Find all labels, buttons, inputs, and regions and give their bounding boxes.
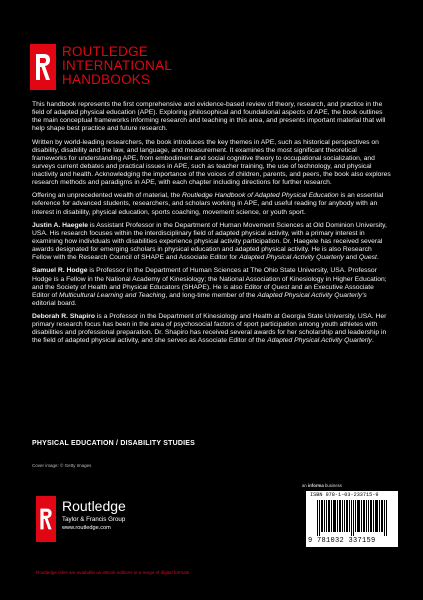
series-line-2: INTERNATIONAL (62, 58, 173, 73)
publisher-r-icon (36, 496, 56, 542)
author-bio-hodge: Samuel R. Hodge is Professor in the Department of Human Sciences at The Ohio State University, USA. Professor Hodge is a Fellow in the National Academy of Kinesiology; the National Association of Kinesiology in Higher Education; and the Society of Health and Physical Educators (SHAPE). He is also Editor of Quest and an Executive Associate Editor of Multicultural Learning and Teaching, and long-time member of the Adapted Physical Activity Quarterly's editorial board. (32, 267, 387, 307)
description (32, 101, 392, 351)
description-paragraph-2: Written by world-leading researchers, the book introduces the key themes in APE, such as historical perspectives on disability, disability and the law, and language, and measurement. It examines the most significant theoretical frameworks for understanding APE, from embodiment and social cognitive theory to occupational socialization, and surveys current debates and practical issues in APE, such as teacher training, the use of technology, and physical inactivity and health. Acknowledging the importance of the voices of children, parents, and peers, the book also explores research methods and paradigms in APE, with each chapter including directions for further research. (32, 138, 391, 187)
routledge-logo (30, 44, 56, 90)
barcode-bars (317, 500, 389, 536)
subject-category: PHYSICAL EDUCATION / DISABILITY STUDIES (32, 440, 195, 447)
publisher-url: www.routledge.com (62, 525, 111, 531)
series-line-3: HANDBOOKS (62, 72, 151, 87)
isbn-digits: 9 781032 337159 (308, 537, 376, 545)
author-bio-shapiro: Deborah R. Shapiro is a Professor in the Department of Kinesiology and Health at Georgia State University, USA. Her primary research focus has been in the area of psychosocial factors of sport participation among youth athletes with disabilities and professional preparation. Dr. Shapiro has received several awards for her scholarship and leadership in the field of adapted physical activity, and she serves as Associate Editor of the Adapted Physical Activity Quarterly. (32, 313, 387, 345)
cover-image-credit: Cover image: © Getty Images (32, 463, 92, 468)
publisher-group: Taylor & Francis Group (62, 516, 126, 523)
isbn-barcode (306, 491, 398, 547)
publisher-name: Routledge (62, 498, 126, 514)
series-header (0, 0, 423, 92)
routledge-r-icon (33, 50, 53, 84)
series-line-1: ROUTLEDGE (62, 44, 149, 59)
description-paragraph-3: Offering an unprecedented wealth of material, the Routledge Handbook of Adapted Physical Education is an essential reference for advanced students, researchers, and scholars working in APE, and useful reading for anybody with an interest in disability, physical education, sports coaching, movement science, or youth sport. (32, 192, 384, 216)
author-bio-haegele: Justin A. Haegele is Assistant Professor in the Department of Human Movement Sciences at Old Dominion University, USA. His research focuses within the interdisciplinary field of adapted physical activity, with a primary interest in examining how individuals with disabilities experience physical activity participation. Dr. Haegele has received several awards designated for emerging scholars in physical education and adapted physical activity. He is also Research Fellow with the Research Council of SHAPE and Associate Editor for Adapted Physical Activity Quarterly and Quest. (32, 221, 387, 262)
isbn-label: ISBN 978-1-03-233715-9 (310, 492, 379, 498)
ebook-note: Routledge titles are available as eBook editions in a range of digital formats (36, 570, 190, 575)
publisher-logo (36, 496, 196, 546)
description-paragraph-1: This handbook represents the first comprehensive and evidence-based review of theory, research, and practice in the field of adapted physical education (APE). Exploring philosophical and foundational aspects of APE, the book outlines the main conceptual frameworks informing research and teaching in this area, and presents important material that will help shape best practice and future research. (32, 101, 386, 133)
informa-business-tag: an informa business (302, 483, 342, 488)
series-title (62, 45, 172, 87)
